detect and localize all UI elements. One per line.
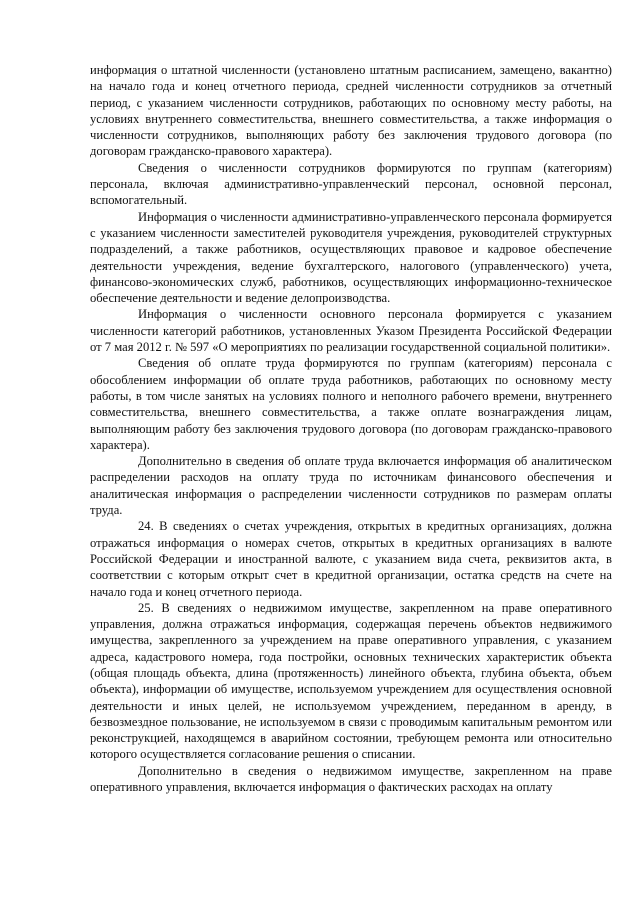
paragraph-section-25-real-estate: 25. В сведениях о недвижимом имуществе, закрепленном на праве оперативного управления, должна отражаться информация, содержащая перечень объектов недвижимого имущества, закрепленного за учреждением на праве оперативного управления, с указанием адреса, кадастрового номера, года постройки, основных технических характеристик объекта (общая площадь объекта, длина (протяженность) линейного объекта, глубина объекта, объем объекта), информации об имуществе, используемом учреждением для осуществления основной деятельности и иных целей, не используемом учреждением, переданном в аренду, в безвозмездное пользование, не используемом в связи с проводимым капитальным ремонтом или реконструкцией, находящемся в аварийном состоянии, требующем ремонта или относительно которого осуществляется согласование решения о списании.	[90, 600, 612, 762]
paragraph-staff-categories: Сведения о численности сотрудников формируются по группам (категориям) персонала, включая административно-управленческий персонал, основной персонал, вспомогательный.	[90, 160, 612, 208]
paragraph-real-estate-additional: Дополнительно в сведения о недвижимом имуществе, закрепленном на праве оперативного управления, включается информация о фактических расходах на оплату	[90, 763, 612, 795]
paragraph-payroll-additional: Дополнительно в сведения об оплате труда включается информация об аналитическом распределении расходов на оплату труда по источникам финансового обеспечения и аналитическая информация о распределении численности сотрудников по размерам оплаты труда.	[90, 454, 612, 518]
paragraph-staff-numbers: информация о штатной численности (установлено штатным расписанием, замещено, вакантно) на начало года и конец отчетного периода, средней численности сотрудников за отчетный период, с указанием численности сотрудников, работающих по основному месту работы, на условиях внутреннего совместительства, внешнего совместительства, а также информация о численности сотрудников, выполняющих работу без заключения трудового договора (по договорам гражданско-правового характера).	[90, 63, 612, 159]
paragraph-payroll: Сведения об оплате труда формируются по группам (категориям) персонала с обособлением информации об оплате труда работников, работающих по основному месту работы, в том числе занятых на условиях полного и неполного рабочего времени, внутреннего совместительства, внешнего совместительства, а также оплате вознаграждения лицам, выполняющим работу без заключения трудового договора (по договорам гражданско-правового характера).	[90, 356, 612, 452]
paragraph-section-24-bank-accounts: 24. В сведениях о счетах учреждения, открытых в кредитных организациях, должна отражаться информация о номерах счетов, открытых в кредитных организациях в валюте Российской Федерации и иностранной валюте, с указанием вида счета, реквизитов акта, в соответствии с которым открыт счет в кредитной организации, остатка средств на счете на начало года и конец отчетного периода.	[90, 519, 612, 599]
paragraph-admin-staff: Информация о численности административно-управленческого персонала формируется с указанием численности заместителей руководителя учреждения, руководителей структурных подразделений, а также работников, осуществляющих правовое и кадровое обеспечение деятельности учреждения, ведение бухгалтерского, налогового (управленческого) учета, финансово-экономических служб, работников, осуществляющих информационно-техническое обеспечение деятельности и ведение делопроизводства.	[90, 209, 612, 306]
paragraph-main-staff: Информация о численности основного персонала формируется с указанием численности категорий работников, установленных Указом Президента Российской Федерации от 7 мая 2012 г. № 597 «О мероприятиях по реализации государственной социальной политики».	[90, 307, 612, 355]
document-body	[90, 62, 612, 795]
